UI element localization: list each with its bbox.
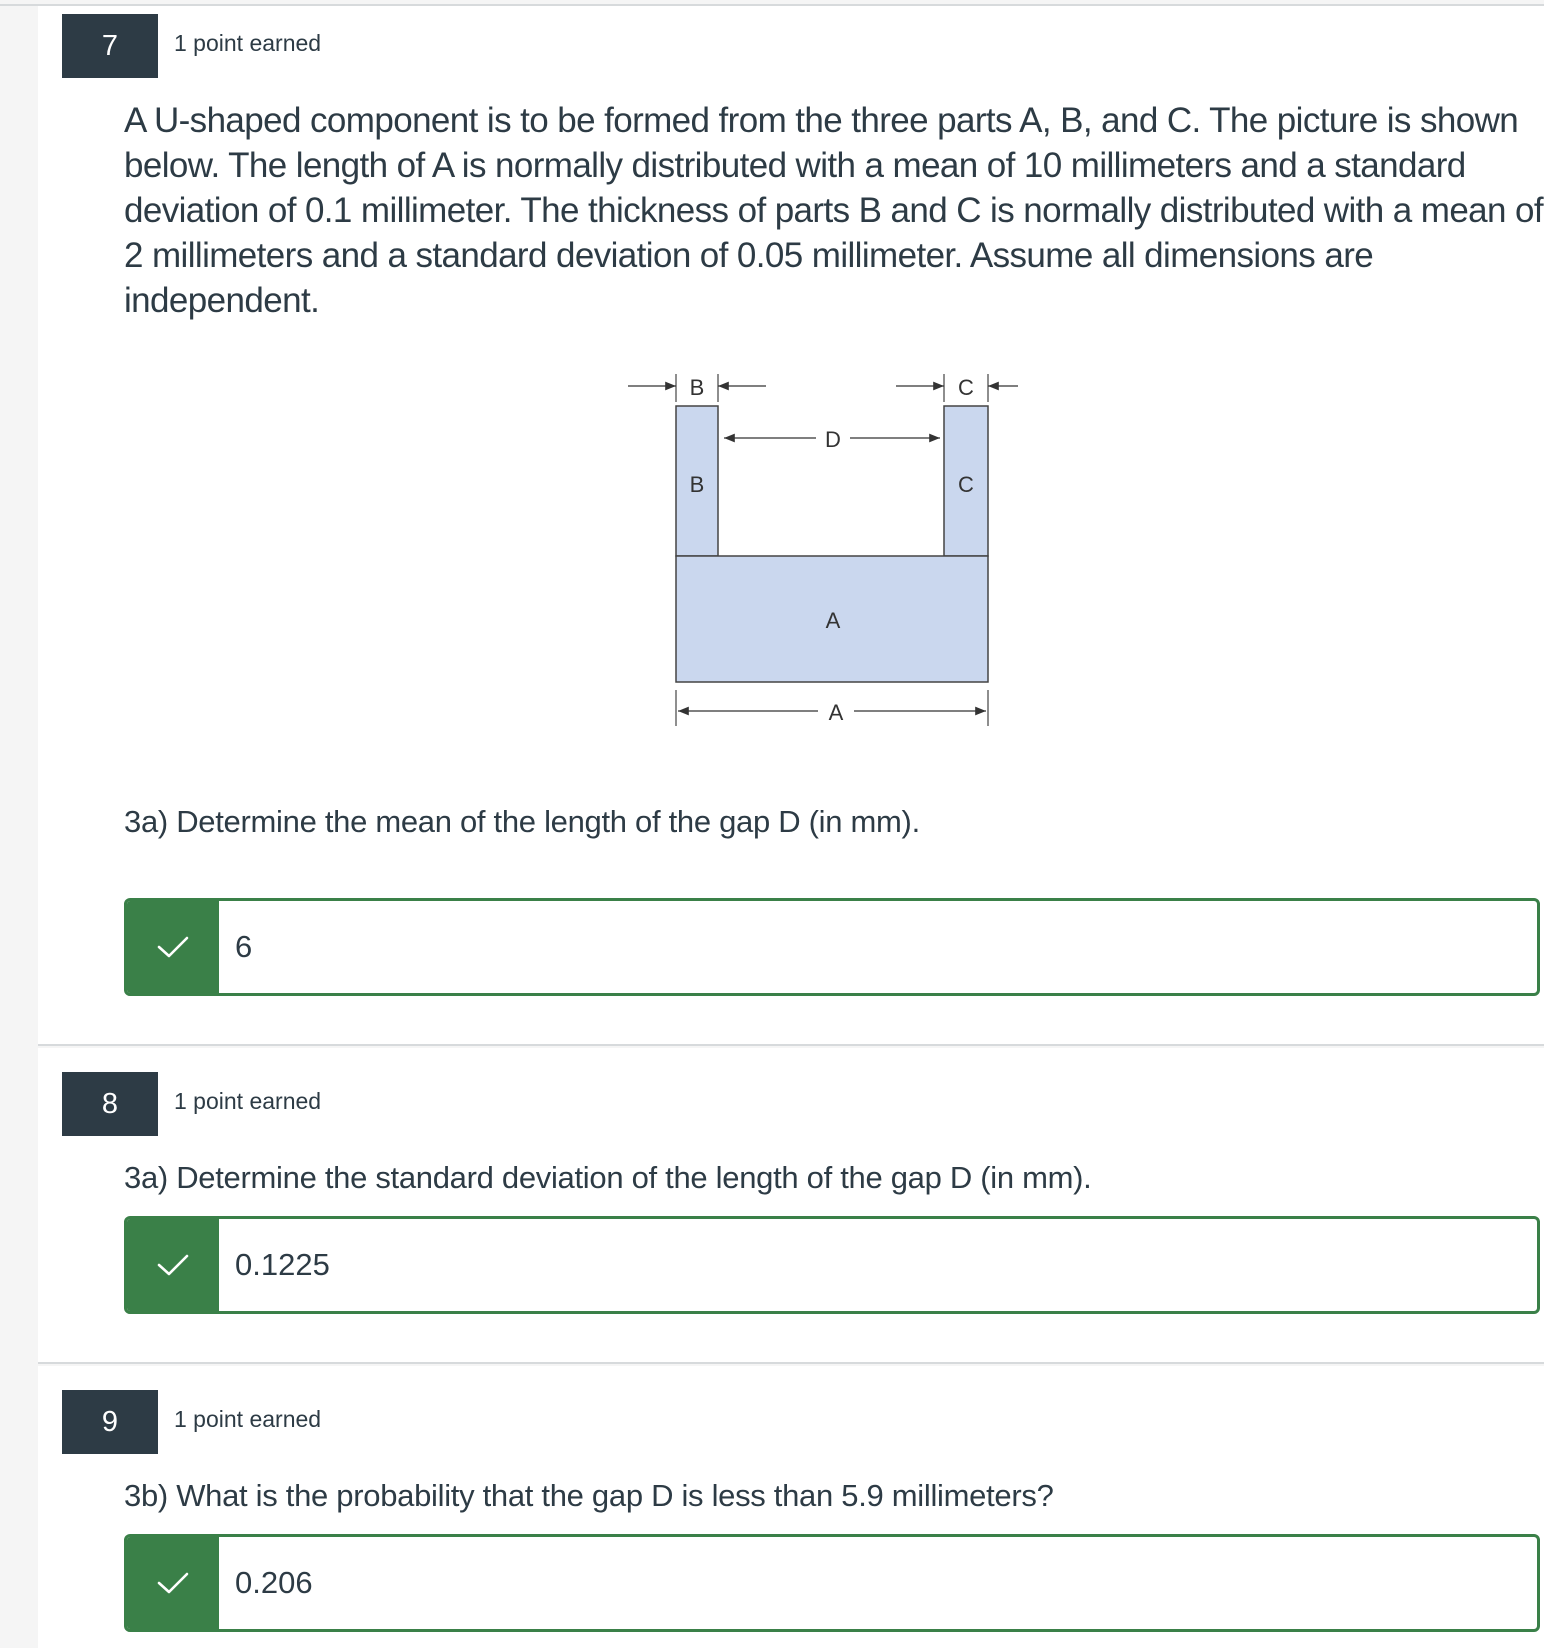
part-a-label: A: [825, 608, 841, 633]
answer-value: 6: [235, 929, 253, 964]
answer-field[interactable]: [124, 1534, 1540, 1632]
points-earned-label: 1 point earned: [174, 1406, 322, 1432]
correct-check-icon: [127, 1219, 219, 1311]
question-stem: A U-shaped component is to be formed from the three parts A, B, and C. The picture is shown below. The length of A is normally distributed with a mean of 10 millimeters and a standard deviation of 0.1 millimeter. The thickness of parts B and C is normally distributed with a mean of 2 millimeters and a standard deviation of 0.05 millimeter. Assume all dimensions are independent.: [124, 101, 1544, 320]
part-b-label: B: [689, 472, 705, 497]
question-number-badge: 7: [62, 14, 158, 78]
answer-value: 0.1225: [235, 1247, 330, 1282]
answer-field[interactable]: [124, 898, 1540, 996]
points-earned-label: 1 point earned: [174, 30, 322, 56]
question-prompt: 3a) Determine the standard deviation of the length of the gap D (in mm).: [124, 1160, 1092, 1195]
question-prompt: 3b) What is the probability that the gap D is less than 5.9 millimeters?: [124, 1478, 1054, 1513]
correct-check-icon: [127, 901, 219, 993]
question-number-badge: 9: [62, 1390, 158, 1454]
question-7-card: [38, 6, 1544, 1046]
d-gap-label: D: [825, 427, 841, 452]
b-dimension-label: B: [689, 375, 705, 400]
correct-check-icon: [127, 1537, 219, 1629]
u-shaped-component-diagram: [578, 366, 1018, 766]
answer-field[interactable]: [124, 1216, 1540, 1314]
points-earned-label: 1 point earned: [174, 1088, 322, 1114]
question-number-badge: 8: [62, 1072, 158, 1136]
answer-value: 0.206: [235, 1565, 313, 1600]
question-9-card: [38, 1366, 1544, 1648]
c-dimension-label: C: [958, 375, 974, 400]
a-dimension-label: A: [828, 700, 844, 725]
part-c-label: C: [958, 472, 974, 497]
question-8-card: [38, 1048, 1544, 1364]
question-prompt: 3a) Determine the mean of the length of the gap D (in mm).: [124, 804, 920, 839]
